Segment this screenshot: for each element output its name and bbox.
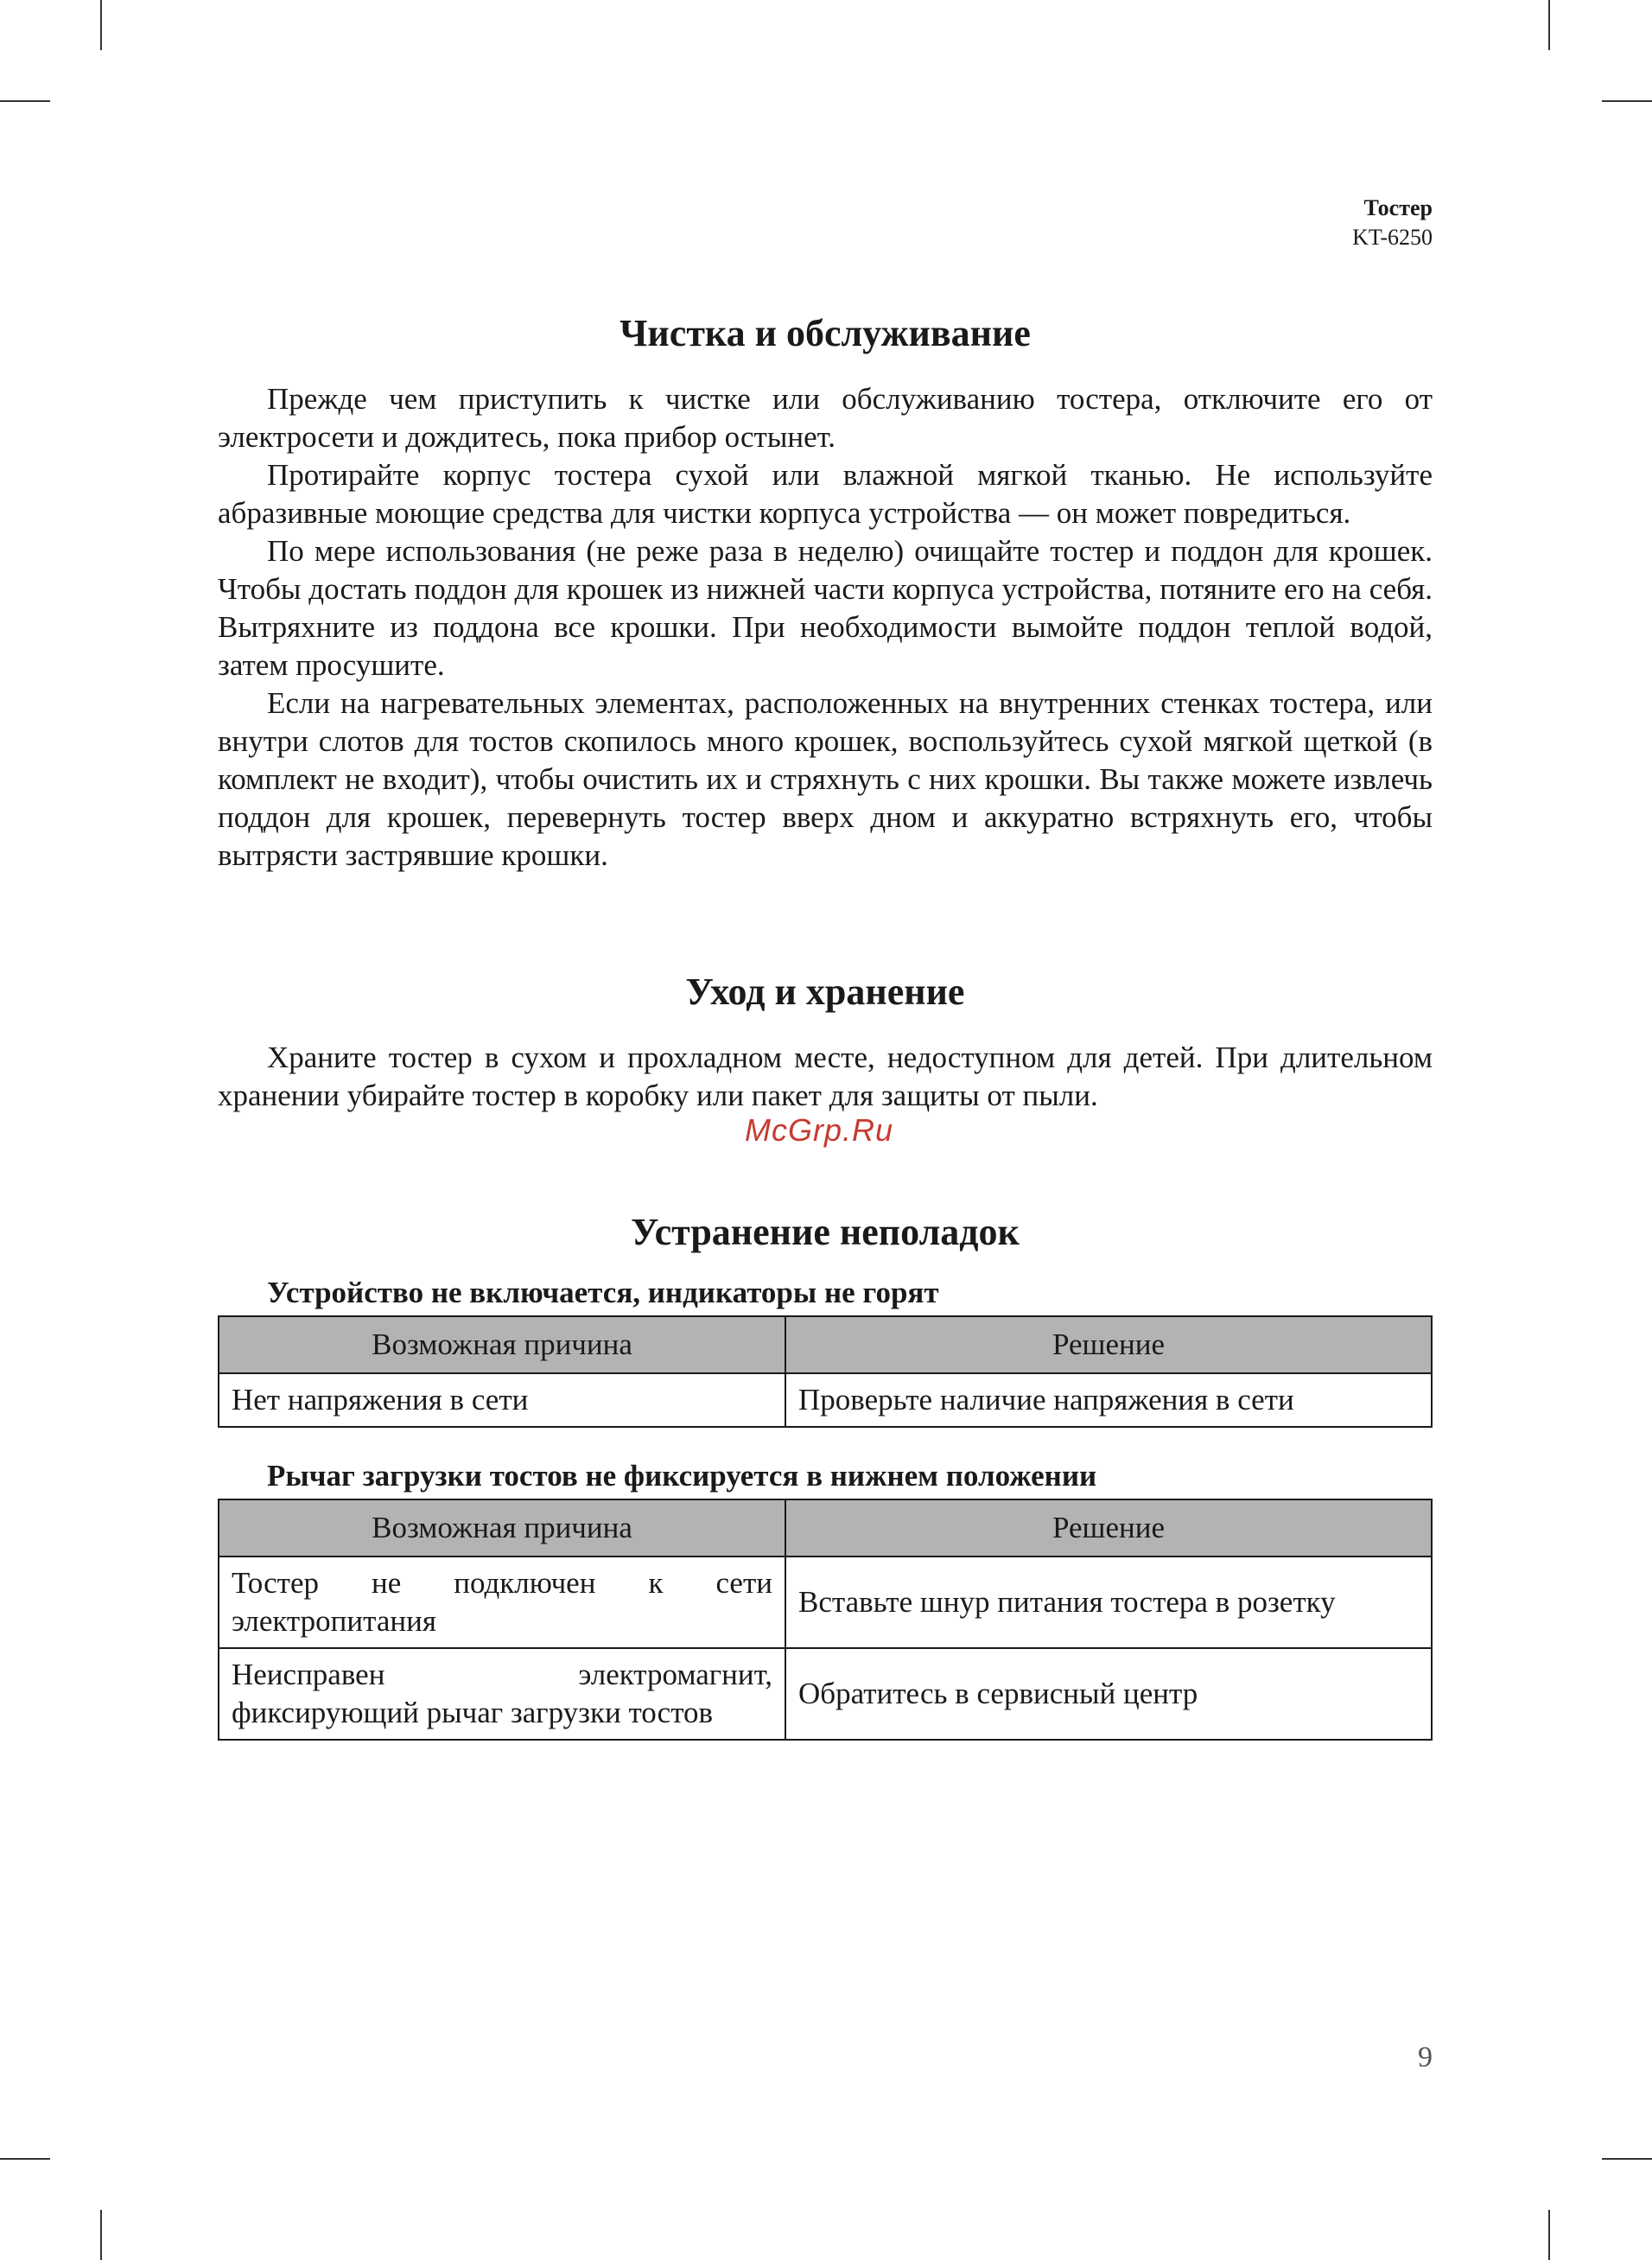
- model-number: KT-6250: [1352, 225, 1433, 250]
- product-name: Тостер: [1363, 195, 1433, 220]
- crop-mark: [1602, 100, 1652, 102]
- paragraph: Если на нагревательных элементах, расположенных на внутренних стенках тостера, или внутри слотов для тостов скопилось много крошек, воспользуйтесь сухой мягкой щеткой (в комплект не входит), чтобы очистить их и стряхнуть с них крошки. Вы также можете извлечь поддон для крошек, перевернуть тостер вверх дном и аккуратно встряхнуть его, чтобы вытрясти застрявшие крошки.: [218, 686, 1433, 872]
- crop-mark: [0, 100, 50, 102]
- crop-mark: [100, 0, 102, 50]
- paragraph: Храните тостер в сухом и прохладном месте, недоступном для детей. При длительном хранении убирайте тостер в коробку или пакет для защиты от пыли.: [218, 1041, 1433, 1112]
- storage-section: [218, 961, 1433, 1115]
- paragraph: По мере использования (не реже раза в неделю) очищайте тостер и поддон для крошек. Чтобы достать поддон для крошек из нижней части корпуса устройства, потяните его на себя. Вытряхните из поддона все крошки. При необходимости вымойте поддон теплой водой, затем просушите.: [218, 534, 1433, 682]
- solution-cell: Вставьте шнур питания тостера в розетку: [785, 1557, 1432, 1648]
- crop-mark: [1548, 0, 1550, 50]
- cause-cell: Неисправен электромагнит, фиксирующий рычаг загрузки тостов: [219, 1648, 785, 1740]
- section-title: Уход и хранение: [685, 971, 965, 1013]
- column-header-cause: Возможная причина: [219, 1499, 785, 1557]
- column-header-solution: Решение: [785, 1499, 1432, 1557]
- solution-cell: Обратитесь в сервисный центр: [785, 1648, 1432, 1740]
- troubleshooting-table: [218, 1499, 1433, 1741]
- troubleshooting-table: [218, 1315, 1433, 1428]
- column-header-cause: Возможная причина: [219, 1316, 785, 1373]
- table-header-row: [219, 1316, 1432, 1373]
- table-row: [219, 1373, 1432, 1427]
- crop-mark: [0, 2158, 50, 2160]
- page-content: [218, 302, 1433, 1741]
- problem-title: Устройство не включается, индикаторы не горят: [267, 1276, 939, 1309]
- paragraph: Протирайте корпус тостера сухой или влажной мягкой тканью. Не используйте абразивные моющие средства для чистки корпуса устройства — он может повредиться.: [218, 458, 1433, 530]
- section-title: Устранение неполадок: [631, 1211, 1020, 1253]
- crop-mark: [1602, 2158, 1652, 2160]
- problem-title: Рычаг загрузки тостов не фиксируется в нижнем положении: [267, 1459, 1097, 1493]
- troubleshooting-section: [218, 1201, 1433, 1741]
- crop-mark: [1548, 2210, 1550, 2260]
- cause-cell: Тостер не подключен к сети электропитания: [219, 1557, 785, 1648]
- column-header-solution: Решение: [785, 1316, 1432, 1373]
- table-row: [219, 1648, 1432, 1740]
- cause-cell: Нет напряжения в сети: [219, 1373, 785, 1427]
- page-number: 9: [1418, 2041, 1433, 2073]
- paragraph: Прежде чем приступить к чистке или обслуживанию тостера, отключите его от электросети и дождитесь, пока прибор остынет.: [218, 382, 1433, 454]
- running-header: [1352, 194, 1433, 252]
- section-title: Чистка и обслуживание: [620, 312, 1031, 354]
- table-row: [219, 1557, 1432, 1648]
- cleaning-section: [218, 302, 1433, 875]
- crop-mark: [100, 2210, 102, 2260]
- table-header-row: [219, 1499, 1432, 1557]
- watermark-text: McGrp.Ru: [745, 1112, 894, 1148]
- solution-cell: Проверьте наличие напряжения в сети: [785, 1373, 1432, 1427]
